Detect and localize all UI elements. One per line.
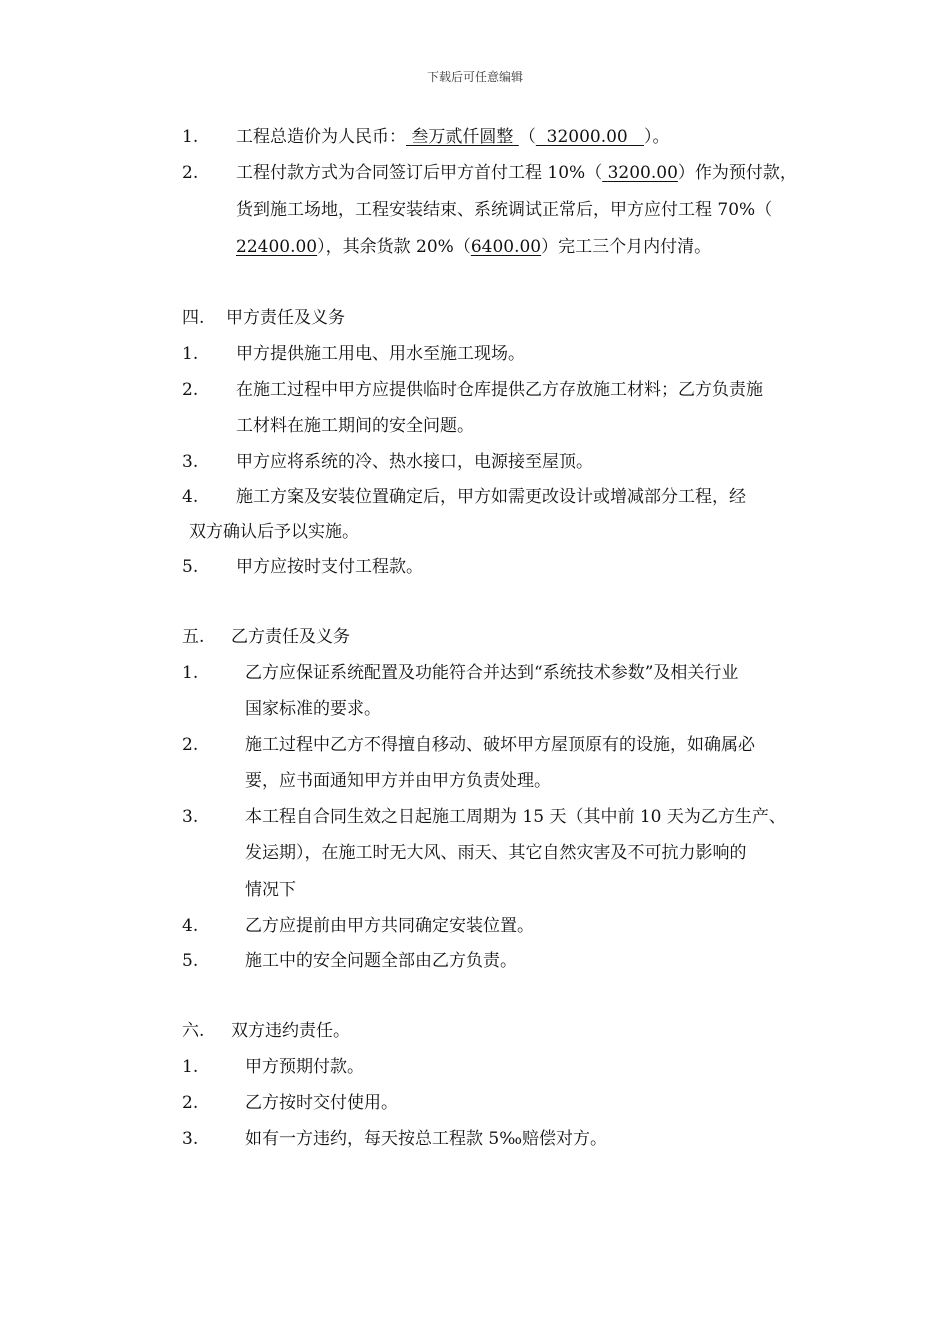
section-number: 四. xyxy=(182,308,205,328)
item-text: 甲方应将系统的冷、热水接口，电源接至屋顶。 xyxy=(236,452,593,472)
item-text: 货到施工场地，工程安装结束、系统调试正常后，甲方应付工程 70%（ xyxy=(236,200,773,220)
item-text: 双方确认后予以实施。 xyxy=(189,522,359,542)
item-number: 3. xyxy=(182,1129,199,1149)
amount-in-words: 叁万贰仟圆整 xyxy=(411,127,514,147)
item-number: 2. xyxy=(182,735,199,755)
item-number: 2. xyxy=(182,380,199,400)
item-text: 发运期），在施工时无大风、雨天、其它自然灾害及不可抗力影响的 xyxy=(245,843,747,863)
item-number: 2. xyxy=(182,1093,199,1113)
item-number: 3. xyxy=(182,807,199,827)
second-payment-amount: 22400.00 xyxy=(236,237,318,257)
item-text: 要，应书面通知甲方并由甲方负责处理。 xyxy=(245,771,551,791)
item-number: 5. xyxy=(182,557,199,577)
section-number: 六. xyxy=(182,1021,205,1041)
item-number: 5. xyxy=(182,951,199,971)
item-text: 施工中的安全问题全部由乙方负责。 xyxy=(245,951,517,971)
item-text: 乙方应提前由甲方共同确定安装位置。 xyxy=(245,916,534,936)
final-payment-amount: 6400.00 xyxy=(470,237,542,257)
item-text: 施工过程中乙方不得擅自移动、破坏甲方屋顶原有的设施，如确属必 xyxy=(245,735,755,755)
item-number: 3. xyxy=(182,452,199,472)
item-text: 乙方按时交付使用。 xyxy=(245,1093,398,1113)
item-text: 甲方预期付款。 xyxy=(245,1057,364,1077)
first-payment-amount: 3200.00 xyxy=(607,163,678,183)
item-text: 工程付款方式为合同签订后甲方首付工程 10%（ 3200.00）作为预付款， xyxy=(236,163,797,183)
item-text: 甲方应按时支付工程款。 xyxy=(236,557,423,577)
item-number: 1. xyxy=(182,344,199,364)
page-header: 下载后可任意编辑 xyxy=(426,70,523,84)
item-number: 1. xyxy=(182,663,199,683)
item-number: 4. xyxy=(182,487,199,507)
item-number: 1. xyxy=(182,1057,199,1077)
item-text: 本工程自合同生效之日起施工周期为 15 天（其中前 10 天为乙方生产、 xyxy=(245,807,786,827)
item-text: 如有一方违约，每天按总工程款 5‰赔偿对方。 xyxy=(245,1129,608,1149)
item-text: 在施工过程中甲方应提供临时仓库提供乙方存放施工材料；乙方负责施 xyxy=(236,380,763,400)
section-number: 五. xyxy=(182,627,205,647)
item-text: 国家标准的要求。 xyxy=(245,699,381,719)
item-number: 2. xyxy=(182,163,199,183)
total-amount: 32000.00 xyxy=(546,127,628,147)
item-text: 甲方提供施工用电、用水至施工现场。 xyxy=(236,344,525,364)
section-title: 甲方责任及义务 xyxy=(226,308,345,328)
section-title: 双方违约责任。 xyxy=(231,1021,350,1041)
item-text: 乙方应保证系统配置及功能符合并达到“系统技术参数”及相关行业 xyxy=(245,663,739,683)
item-text: 22400.00），其余货款 20%（6400.00）完工三个月内付清。 xyxy=(236,237,712,257)
item-text: 工程总造价为人民币： 叁万贰仟圆整 （ 32000.00 ）。 xyxy=(236,127,670,147)
item-number: 4. xyxy=(182,916,199,936)
item-number: 1. xyxy=(182,127,199,147)
item-text: 工材料在施工期间的安全问题。 xyxy=(236,416,474,436)
item-text: 施工方案及安装位置确定后，甲方如需更改设计或增减部分工程，经 xyxy=(236,487,746,507)
section-title: 乙方责任及义务 xyxy=(231,627,350,647)
item-text: 情况下 xyxy=(245,880,296,900)
